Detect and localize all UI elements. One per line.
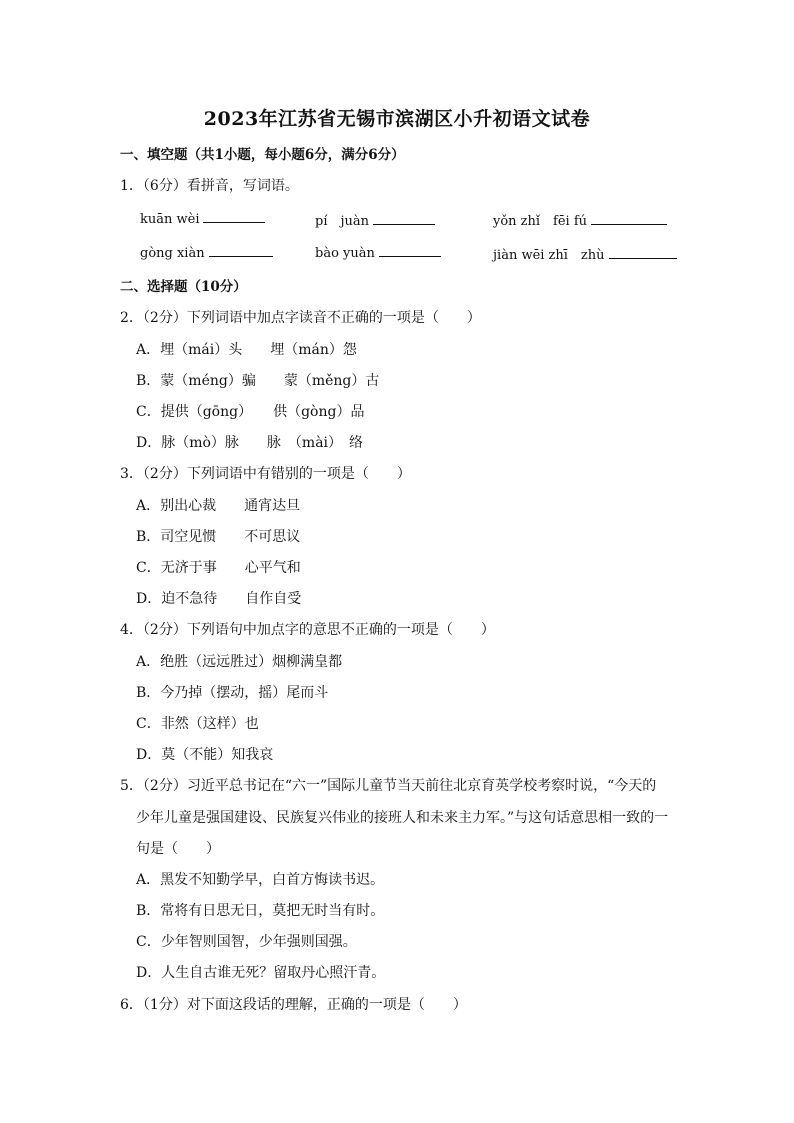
question-4-stem: 4．（2分）下列语句中加点字的意思不正确的一项是（ ） (120, 622, 495, 638)
pinyin-item (493, 244, 677, 263)
section-1-heading: 一、填空题（共1小题，每小题6分，满分6分） (120, 147, 405, 163)
question-1-stem: 1．（6分）看拼音，写词语。 (120, 178, 299, 194)
answer-blank[interactable] (209, 244, 273, 257)
answer-blank[interactable] (373, 212, 435, 225)
question-3-stem: 3．（2分）下列词语中有错别的一项是（ ） (120, 466, 411, 482)
pinyin-label: kuān wèi (140, 212, 200, 227)
pinyin-item (140, 210, 265, 227)
question-5-option-c[interactable]: C．少年智则国智，少年强则国强。 (136, 934, 357, 950)
section-2-heading: 二、选择题（10分） (120, 279, 247, 295)
pinyin-item (315, 244, 441, 261)
question-5-stem-line-3: 句是（ ） (136, 841, 220, 857)
pinyin-label: bào yuàn (315, 246, 375, 261)
pinyin-label: gòng xiàn (140, 246, 205, 261)
question-5-option-b[interactable]: B．常将有日思无日，莫把无时当有时。 (136, 903, 385, 919)
question-2-stem: 2．（2分）下列词语中加点字读音不正确的一项是（ ） (120, 310, 481, 326)
question-3-option-a[interactable]: A．别出心裁 通宵达旦 (136, 498, 301, 514)
question-4-option-d[interactable]: D．莫（不能）知我哀 (136, 747, 274, 763)
question-4-option-b[interactable]: B．今乃掉（摆动，摇）尾而斗 (136, 685, 329, 701)
pinyin-item (140, 244, 273, 261)
pinyin-item (315, 210, 435, 229)
question-3-option-c[interactable]: C．无济于事 心平气和 (136, 560, 301, 576)
question-2-option-d[interactable]: D．脉（mò）脉 脉 （mài） 络 (136, 435, 364, 451)
answer-blank[interactable] (591, 212, 667, 225)
question-5-option-d[interactable]: D．人生自古谁无死？留取丹心照汗青。 (136, 965, 386, 981)
page-title: 2023年江苏省无锡市滨湖区小升初语文试卷 (203, 108, 591, 130)
question-2-option-c[interactable]: C．提供（gōng） 供（gòng）品 (136, 404, 365, 420)
question-5-stem-line-1: 5．（2分）习近平总书记在“六一”国际儿童节当天前往北京育英学校考察时说，“今天的 (120, 778, 657, 794)
answer-blank[interactable] (203, 210, 265, 223)
question-2-option-a[interactable]: A．埋（mái）头 埋（mán）怨 (136, 342, 357, 358)
question-6-stem: 6．（1分）对下面这段话的理解，正确的一项是（ ） (120, 997, 467, 1013)
question-4-option-c[interactable]: C．非然（这样）也 (136, 716, 259, 732)
answer-blank[interactable] (379, 244, 441, 257)
question-4-option-a[interactable]: A．绝胜（远远胜过）烟柳满皇都 (136, 654, 343, 670)
question-3-option-b[interactable]: B．司空见惯 不可思议 (136, 529, 301, 545)
question-3-option-d[interactable]: D．迫不急待 自作自受 (136, 591, 302, 607)
pinyin-label: pí juàn (315, 214, 370, 229)
pinyin-label: yǒn zhǐ fēi fú (493, 214, 588, 229)
question-2-option-b[interactable]: B．蒙（méng）骗 蒙（měng）古 (136, 373, 380, 389)
pinyin-item (493, 210, 667, 229)
question-5-stem-line-2: 少年儿童是强国建设、民族复兴伟业的接班人和未来主力军。”与这句话意思相一致的一 (136, 810, 669, 826)
question-5-option-a[interactable]: A．黑发不知勤学早，白首方悔读书迟。 (136, 872, 385, 888)
answer-blank[interactable] (609, 246, 677, 259)
pinyin-label: jiàn wēi zhī zhù (493, 248, 605, 263)
